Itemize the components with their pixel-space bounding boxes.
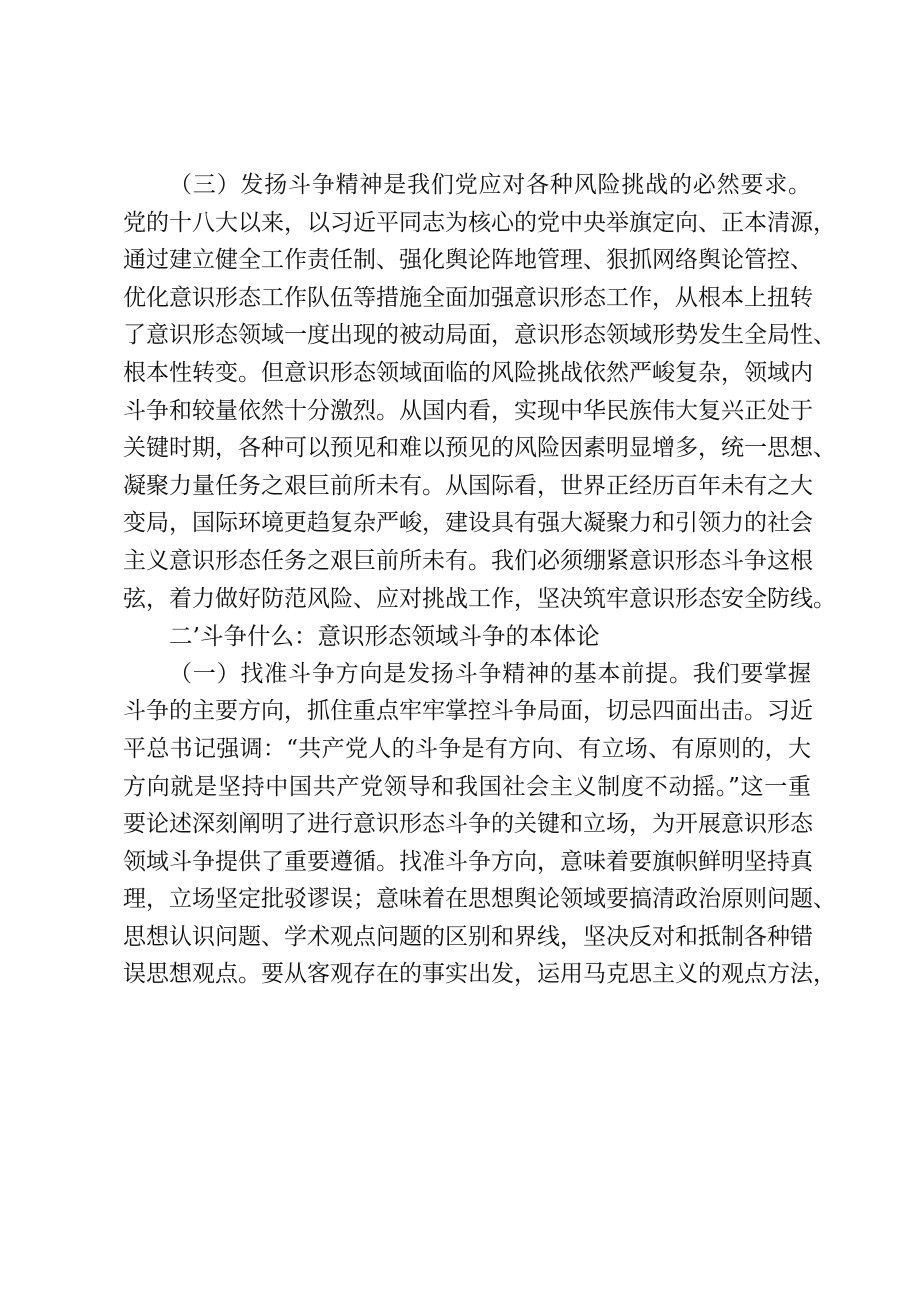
paragraph-line: 党的十八大以来，以习近平同志为核心的党中央举旗定向、正本清源， xyxy=(123,209,836,236)
document-body xyxy=(123,167,836,994)
paragraph-line: （一）找准斗争方向是发扬斗争精神的基本前提。我们要掌握 xyxy=(169,660,811,687)
paragraph-line: 主义意识形态任务之艰巨前所未有。我们必须绷紧意识形态斗争这根 xyxy=(123,547,813,574)
paragraph-section-3 xyxy=(123,167,836,618)
paragraph-line: 平总书记强调：“共产党人的斗争是有方向、有立场、有原则的，大 xyxy=(123,735,811,762)
paragraph-line: 误思想观点。要从客观存在的事实出发，运用马克思主义的观点方法， xyxy=(123,961,836,988)
paragraph-line: 思想认识问题、学术观点问题的区别和界线，坚决反对和抵制各种错 xyxy=(123,923,813,950)
paragraph-line: 斗争和较量依然十分激烈。从国内看，实现中华民族伟大复兴正处于 xyxy=(123,397,813,424)
paragraph-line: 凝聚力量任务之艰巨前所未有。从国际看，世界正经历百年未有之大 xyxy=(123,472,813,499)
paragraph-line: 优化意识形态工作队伍等措施全面加强意识形态工作，从根本上扭转 xyxy=(123,284,813,311)
paragraph-line: 通过建立健全工作责任制、强化舆论阵地管理、狠抓网络舆论管控、 xyxy=(123,247,813,274)
paragraph-line: 根本性转变。但意识形态领域面临的风险挑战依然严峻复杂，领域内 xyxy=(123,359,813,386)
paragraph-line: 领域斗争提供了重要遵循。找准斗争方向，意味着要旗帜鲜明坚持真 xyxy=(123,848,813,875)
paragraph-line: 理，立场坚定批驳谬误；意味着在思想舆论领域要搞清政治原则问题、 xyxy=(123,886,836,913)
paragraph-line: 弦，着力做好防范风险、应对挑战工作，坚决筑牢意识形态安全防线。 xyxy=(123,585,836,612)
paragraph-line: 要论述深刻阐明了进行意识形态斗争的关键和立场，为开展意识形态 xyxy=(123,811,813,838)
paragraph-line: （三）发扬斗争精神是我们党应对各种风险挑战的必然要求。 xyxy=(169,172,811,198)
paragraph-line: 方向就是坚持中国共产党领导和我国社会主义制度不动摇。”这一重 xyxy=(123,773,811,800)
paragraph-line: 斗争的主要方向，抓住重点牢牢掌控斗争局面，切忌四面出击。习近 xyxy=(123,698,813,725)
section-heading: 二’斗争什么：意识形态领域斗争的本体论 xyxy=(169,622,600,651)
paragraph-line: 关键时期，各种可以预见和难以预见的风险因素明显增多，统一思想、 xyxy=(123,435,836,462)
paragraph-section-1 xyxy=(123,656,836,994)
paragraph-line: 了意识形态领域一度出现的被动局面，意识形态领域形势发生全局性、 xyxy=(123,322,836,349)
paragraph-line: 变局，国际环境更趋复杂严峻，建设具有强大凝聚力和引领力的社会 xyxy=(123,510,813,537)
